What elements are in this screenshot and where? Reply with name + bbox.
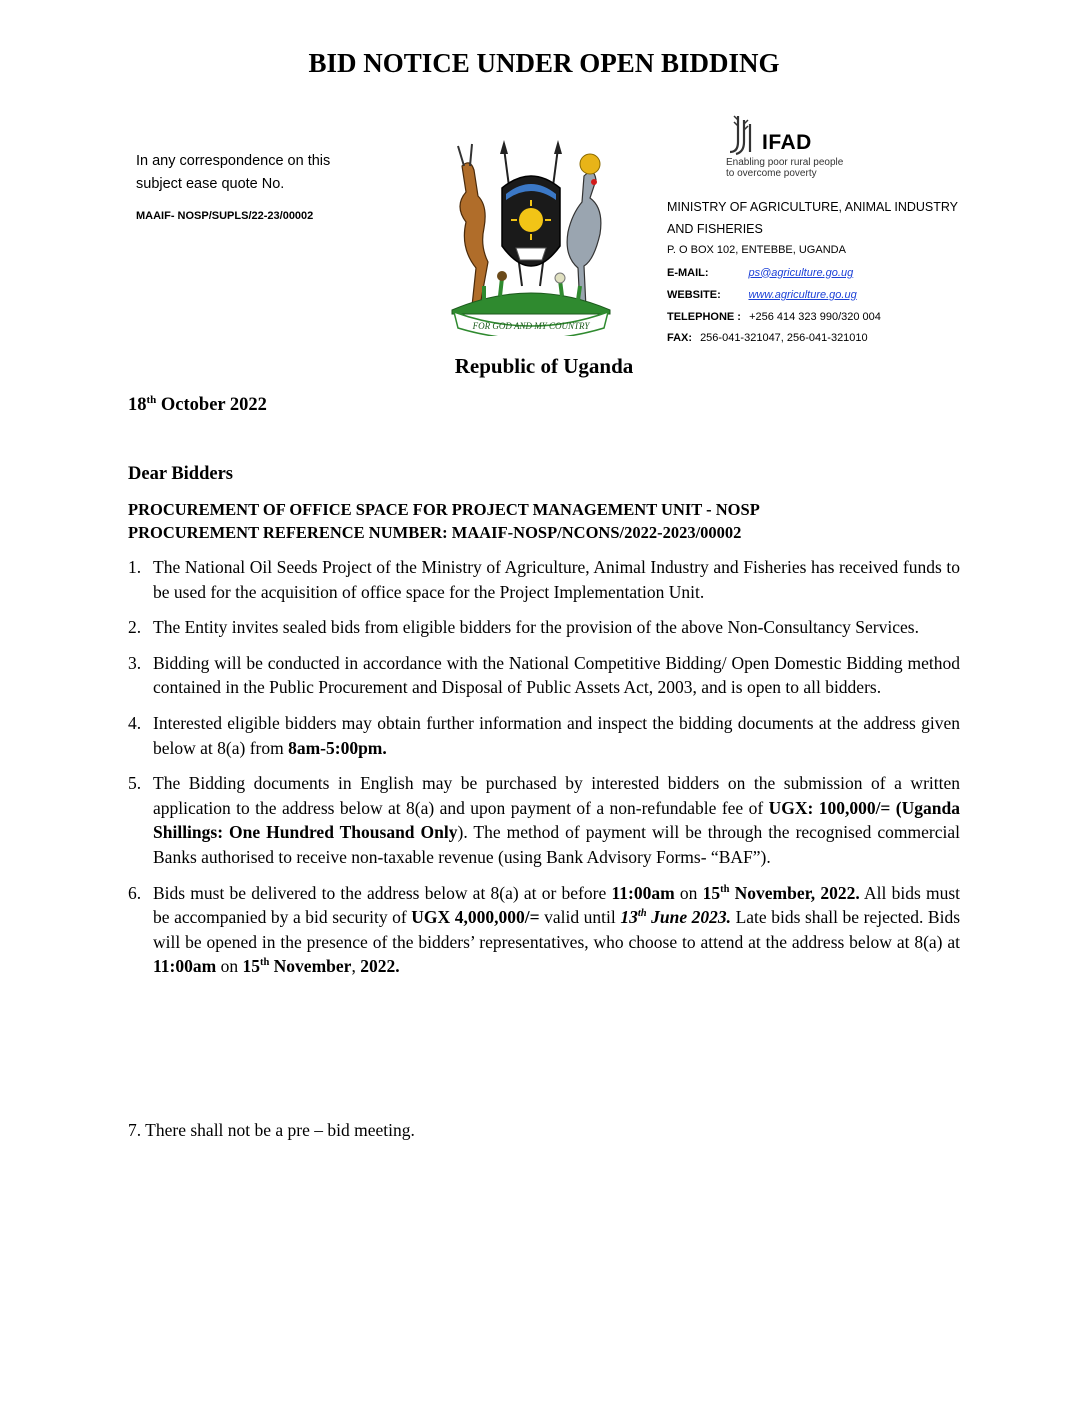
telephone-value: +256 414 323 990/320 004 — [749, 310, 881, 323]
subject-line-2: PROCUREMENT REFERENCE NUMBER: MAAIF-NOSP/NCONS/2022-2023/00002 — [128, 523, 742, 542]
notice-item-4 — [128, 711, 960, 760]
item-text: The Entity invites sealed bids from eligible bidders for the provision of the above Non-Consultancy Services. — [153, 617, 919, 638]
fax-value: 256-041-321047, 256-041-321010 — [700, 332, 868, 344]
ministry-name-line-1: MINISTRY OF AGRICULTURE, ANIMAL INDUSTRY — [667, 200, 959, 214]
notice-item-2 — [128, 615, 960, 640]
deadline-time: 11:00am — [611, 882, 675, 903]
notice-item-6 — [128, 881, 960, 979]
item-text: Bidding will be conducted in accordance with the National Competitive Bidding/ Open Domestic Bidding method contained in the Public Procurement and Disposal of Public Assets Act, 2003, and is open to all bidders. — [153, 652, 960, 698]
ifad-tagline — [726, 157, 843, 179]
fax-label: FAX: — [667, 332, 693, 344]
deadline-day: 15 — [702, 882, 721, 903]
item-text: Interested eligible bidders may obtain further information and inspect the bidding documents at the address given below at 8(a) from — [153, 712, 960, 758]
ifad-logo — [726, 112, 866, 182]
republic-heading: Republic of Uganda — [454, 354, 634, 378]
ifad-tagline-2: to overcome poverty — [726, 168, 817, 179]
item-text: Bids must be delivered to the address below at 8(a) at or before — [153, 882, 612, 903]
letter-date — [128, 394, 267, 416]
validity-day: 13 — [620, 907, 638, 928]
item-fee: UGX: 100,000/= (Uganda Shillings: One Hundred Thousand Only — [153, 797, 960, 843]
document-title: BID NOTICE UNDER OPEN BIDDING — [308, 48, 780, 78]
validity-suffix: th — [637, 908, 647, 920]
notice-item-3 — [128, 651, 960, 700]
ministry-contact-block — [667, 197, 958, 350]
uganda-coat-of-arms-icon — [444, 136, 618, 336]
item-text: The National Oil Seeds Project of the Ministry of Agriculture, Animal Industry and Fisheries has received funds to be used for the acquisition of office space for the Project Implementation Unit. — [153, 557, 960, 602]
opening-time: 11:00am — [153, 956, 217, 977]
website-label: WEBSITE: — [667, 289, 721, 301]
subject-block — [128, 498, 760, 544]
correspondence-reference: MAAIF- NOSP/SUPLS/22-23/00002 — [136, 210, 314, 222]
item-text: on — [674, 882, 703, 903]
item-text: , — [351, 956, 361, 977]
validity-date — [620, 907, 731, 927]
subject-line-1: PROCUREMENT OF OFFICE SPACE FOR PROJECT MANAGEMENT UNIT - NOSP — [128, 500, 760, 519]
opening-suffix: th — [259, 957, 270, 969]
opening-year: 2022. — [360, 956, 400, 977]
opening-date — [242, 956, 351, 976]
email-link[interactable]: ps@agriculture.go.ug — [748, 266, 854, 279]
ifad-wheat-icon — [726, 112, 760, 156]
validity-month-year: June 2023. — [646, 907, 732, 928]
item-number: 2. — [128, 617, 142, 638]
notice-items — [128, 555, 960, 979]
date-suffix: th — [146, 394, 157, 406]
item-number: 4. — [128, 712, 142, 733]
telephone-label: TELEPHONE : — [667, 310, 741, 323]
opening-day: 15 — [242, 956, 260, 977]
ministry-address: P. O BOX 102, ENTEBBE, UGANDA — [667, 244, 846, 256]
item-text: Late bids shall be rejected. Bids will be opened in the presence of the bidders’ representatives, who choose to attend at the address below at 8(a) at — [153, 907, 961, 952]
ifad-name: IFAD — [762, 131, 812, 154]
ifad-tagline-1: Enabling poor rural people — [726, 157, 844, 168]
email-label: E-MAIL: — [667, 266, 709, 279]
item-number: 6. — [128, 882, 142, 903]
item-text: The Bidding documents in English may be purchased by interested bidders on the submission of a written application to the address below at 8(a) and upon payment of a non-refundable fee of — [153, 773, 960, 818]
date-rest: October 2022 — [156, 395, 267, 416]
date-day: 18 — [128, 395, 147, 416]
deadline-suffix: th — [720, 883, 730, 895]
deadline-date — [703, 883, 860, 903]
website-link[interactable]: www.agriculture.go.ug — [748, 289, 857, 301]
notice-item-5 — [128, 771, 960, 869]
notice-item-7: 7. There shall not be a pre – bid meeting. — [128, 1120, 415, 1140]
item-number: 1. — [128, 557, 142, 577]
item-text-cont: ). The method of payment will be through the recognised commercial Banks authorised to receive non-taxable revenue (using Bank Advisory Forms- “BAF”). — [153, 822, 960, 867]
correspondence-line-2: subject ease quote No. — [136, 176, 285, 192]
opening-month: November — [269, 956, 352, 977]
correspondence-line-1: In any correspondence on this — [136, 153, 331, 169]
coat-of-arms-motto: FOR GOD AND MY COUNTRY — [472, 321, 590, 331]
item-hours: 8am-5:00pm. — [288, 737, 387, 758]
deadline-month-year: November, 2022. — [729, 882, 860, 903]
item-text: on — [216, 956, 243, 977]
salutation: Dear Bidders — [128, 464, 234, 484]
item-number: 3. — [128, 652, 142, 673]
notice-item-1 — [128, 555, 960, 604]
ministry-name-line-2: AND FISHERIES — [667, 221, 763, 236]
item-number: 5. — [128, 773, 142, 794]
bid-security-amount: UGX 4,000,000/= — [411, 907, 540, 928]
correspondence-note — [136, 150, 330, 196]
item-text: All bids must be accompanied by a bid security of — [153, 882, 961, 928]
item-text: valid until — [539, 907, 621, 928]
